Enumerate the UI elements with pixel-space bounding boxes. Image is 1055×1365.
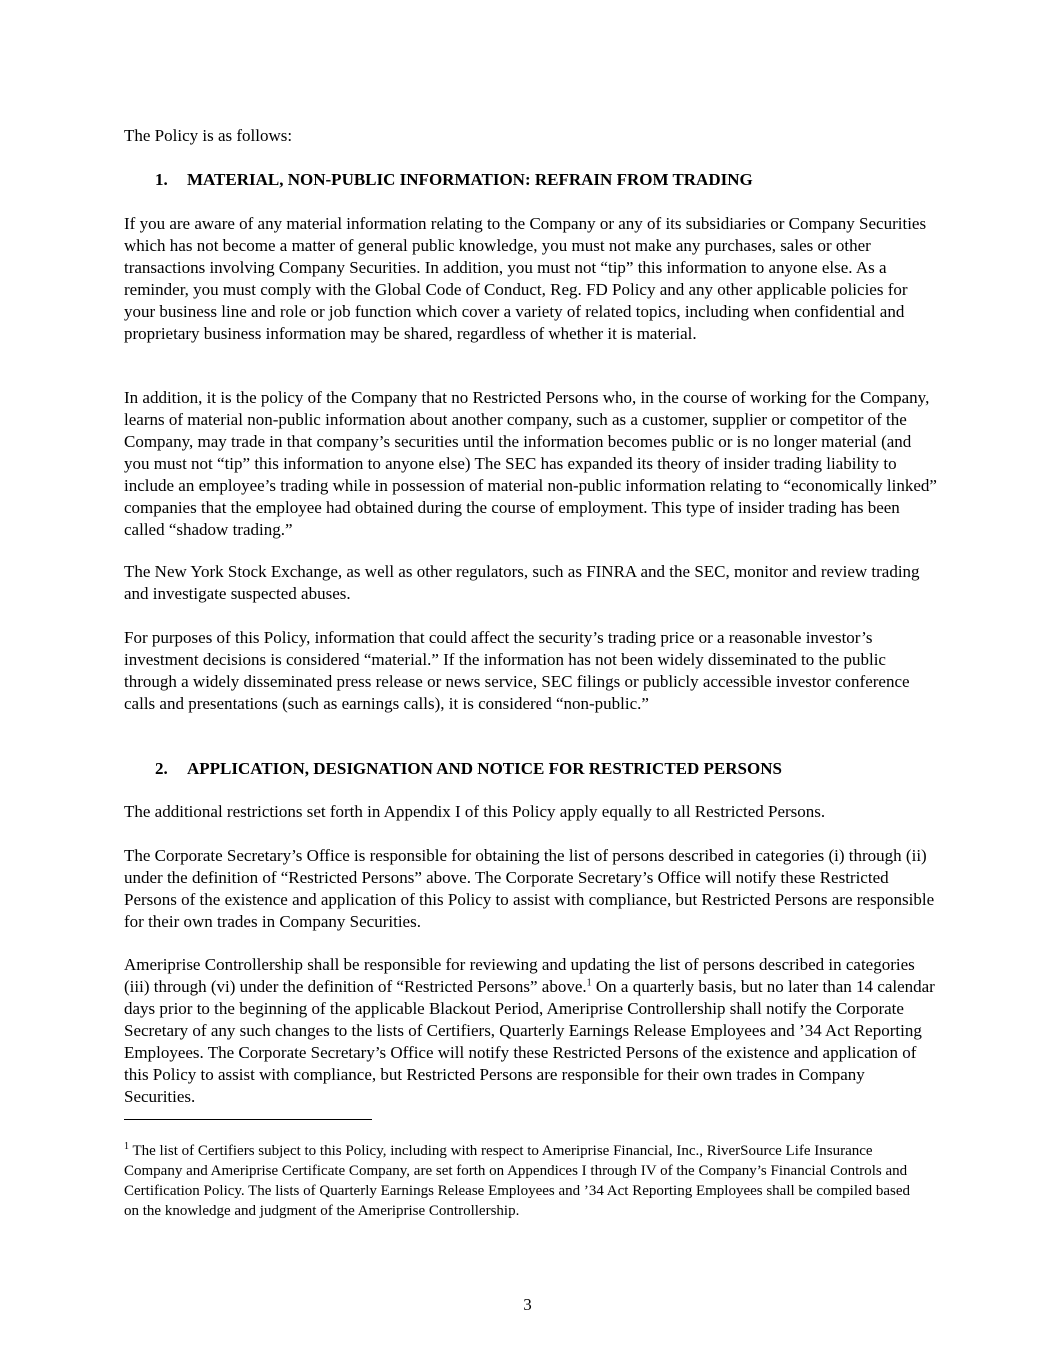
section-2-paragraph-3-start: Ameriprise Controllership shall be responsible for reviewing and updating the list of persons described in categories (iii) through (vi) under the definition of “Restricted Persons” above. [124, 955, 915, 996]
section-2-paragraph-3 [124, 954, 940, 1108]
section-2-heading [155, 758, 782, 780]
section-1-paragraph-2: In addition, it is the policy of the Company that no Restricted Persons who, in the course of working for the Company, learns of material non-public information about another company, such as a customer, supplier or competitor of the Company, may trade in that company’s securities until the information becomes public or is no longer material (and you must not “tip” this information to anyone else) The SEC has expanded its theory of insider trading liability to include an employee’s trading while in possession of material non-public information relating to “economically linked” companies that the employee had obtained during the course of employment. This type of insider trading has been called “shadow trading.” [124, 388, 937, 539]
section-2-paragraph-2: The Corporate Secretary’s Office is responsible for obtaining the list of persons described in categories (i) through (ii) under the definition of “Restricted Persons” above. The Corporate Secretary’s Office will notify these Restricted Persons of the existence and application of this Policy to assist with compliance, but Restricted Persons are responsible for their own trades in Company Securities. [124, 846, 935, 931]
section-1-paragraph-1: If you are aware of any material information relating to the Company or any of its subsidiaries or Company Securities which has not become a matter of general public knowledge, you must not make any purchases, sales or other transactions involving Company Securities. In addition, you must not “tip” this information to anyone else. As a reminder, you must comply with the Global Code of Conduct, Reg. FD Policy and any other applicable policies for your business line and role or job function which cover a variety of related topics, including when confidential and proprietary business information may be shared, regardless of whether it is material. [124, 214, 927, 343]
footnote-text: The list of Certifiers subject to this Policy, including with respect to Ameriprise Financial, Inc., RiverSource Life Insurance Company and Ameriprise Certificate Company, are set forth on Appendices I through IV of the Company’s Financial Controls and Certification Policy. The lists of Quarterly Earnings Release Employees and ’34 Act Reporting Employees shall be compiled based on the knowledge and judgment of the Ameriprise Controllership. [124, 1143, 911, 1219]
section-1-number: 1. [155, 170, 168, 189]
footnote [124, 1141, 924, 1221]
section-1-heading [155, 169, 753, 191]
footnote-reference[interactable]: 1 [586, 977, 592, 989]
section-2-title: APPLICATION, DESIGNATION AND NOTICE FOR RESTRICTED PERSONS [187, 759, 782, 778]
page-number: 3 [523, 1295, 532, 1314]
section-1-paragraph-4: For purposes of this Policy, information that could affect the security’s trading price or a reasonable investor’s investment decisions is considered “material.” If the information has not been widely disseminated to the public through a widely disseminated press release or news service, SEC filings or publicly accessible investor conference calls and presentations (such as earnings calls), it is considered “non-public.” [124, 628, 910, 713]
intro-text: The Policy is as follows: [124, 126, 293, 145]
footnote-marker: 1 [124, 1141, 129, 1152]
footnote-separator [124, 1119, 372, 1120]
section-2-number: 2. [155, 759, 168, 778]
section-1-title: MATERIAL, NON-PUBLIC INFORMATION: REFRAIN FROM TRADING [187, 170, 753, 189]
section-2-paragraph-3-end: On a quarterly basis, but no later than 14 calendar days prior to the beginning of the applicable Blackout Period, Ameriprise Controllership shall notify the Corporate Secretary of any such changes to the lists of Certifiers, Quarterly Earnings Release Employees and ’34 Act Reporting Employees. The Corporate Secretary’s Office will notify these Restricted Persons of the existence and application of this Policy to assist with compliance, but Restricted Persons are responsible for their own trades in Company Securities. [124, 977, 935, 1106]
section-2-paragraph-1: The additional restrictions set forth in Appendix I of this Policy apply equally to all Restricted Persons. [124, 802, 826, 821]
section-1-paragraph-3: The New York Stock Exchange, as well as other regulators, such as FINRA and the SEC, monitor and review trading and investigate suspected abuses. [124, 562, 920, 603]
